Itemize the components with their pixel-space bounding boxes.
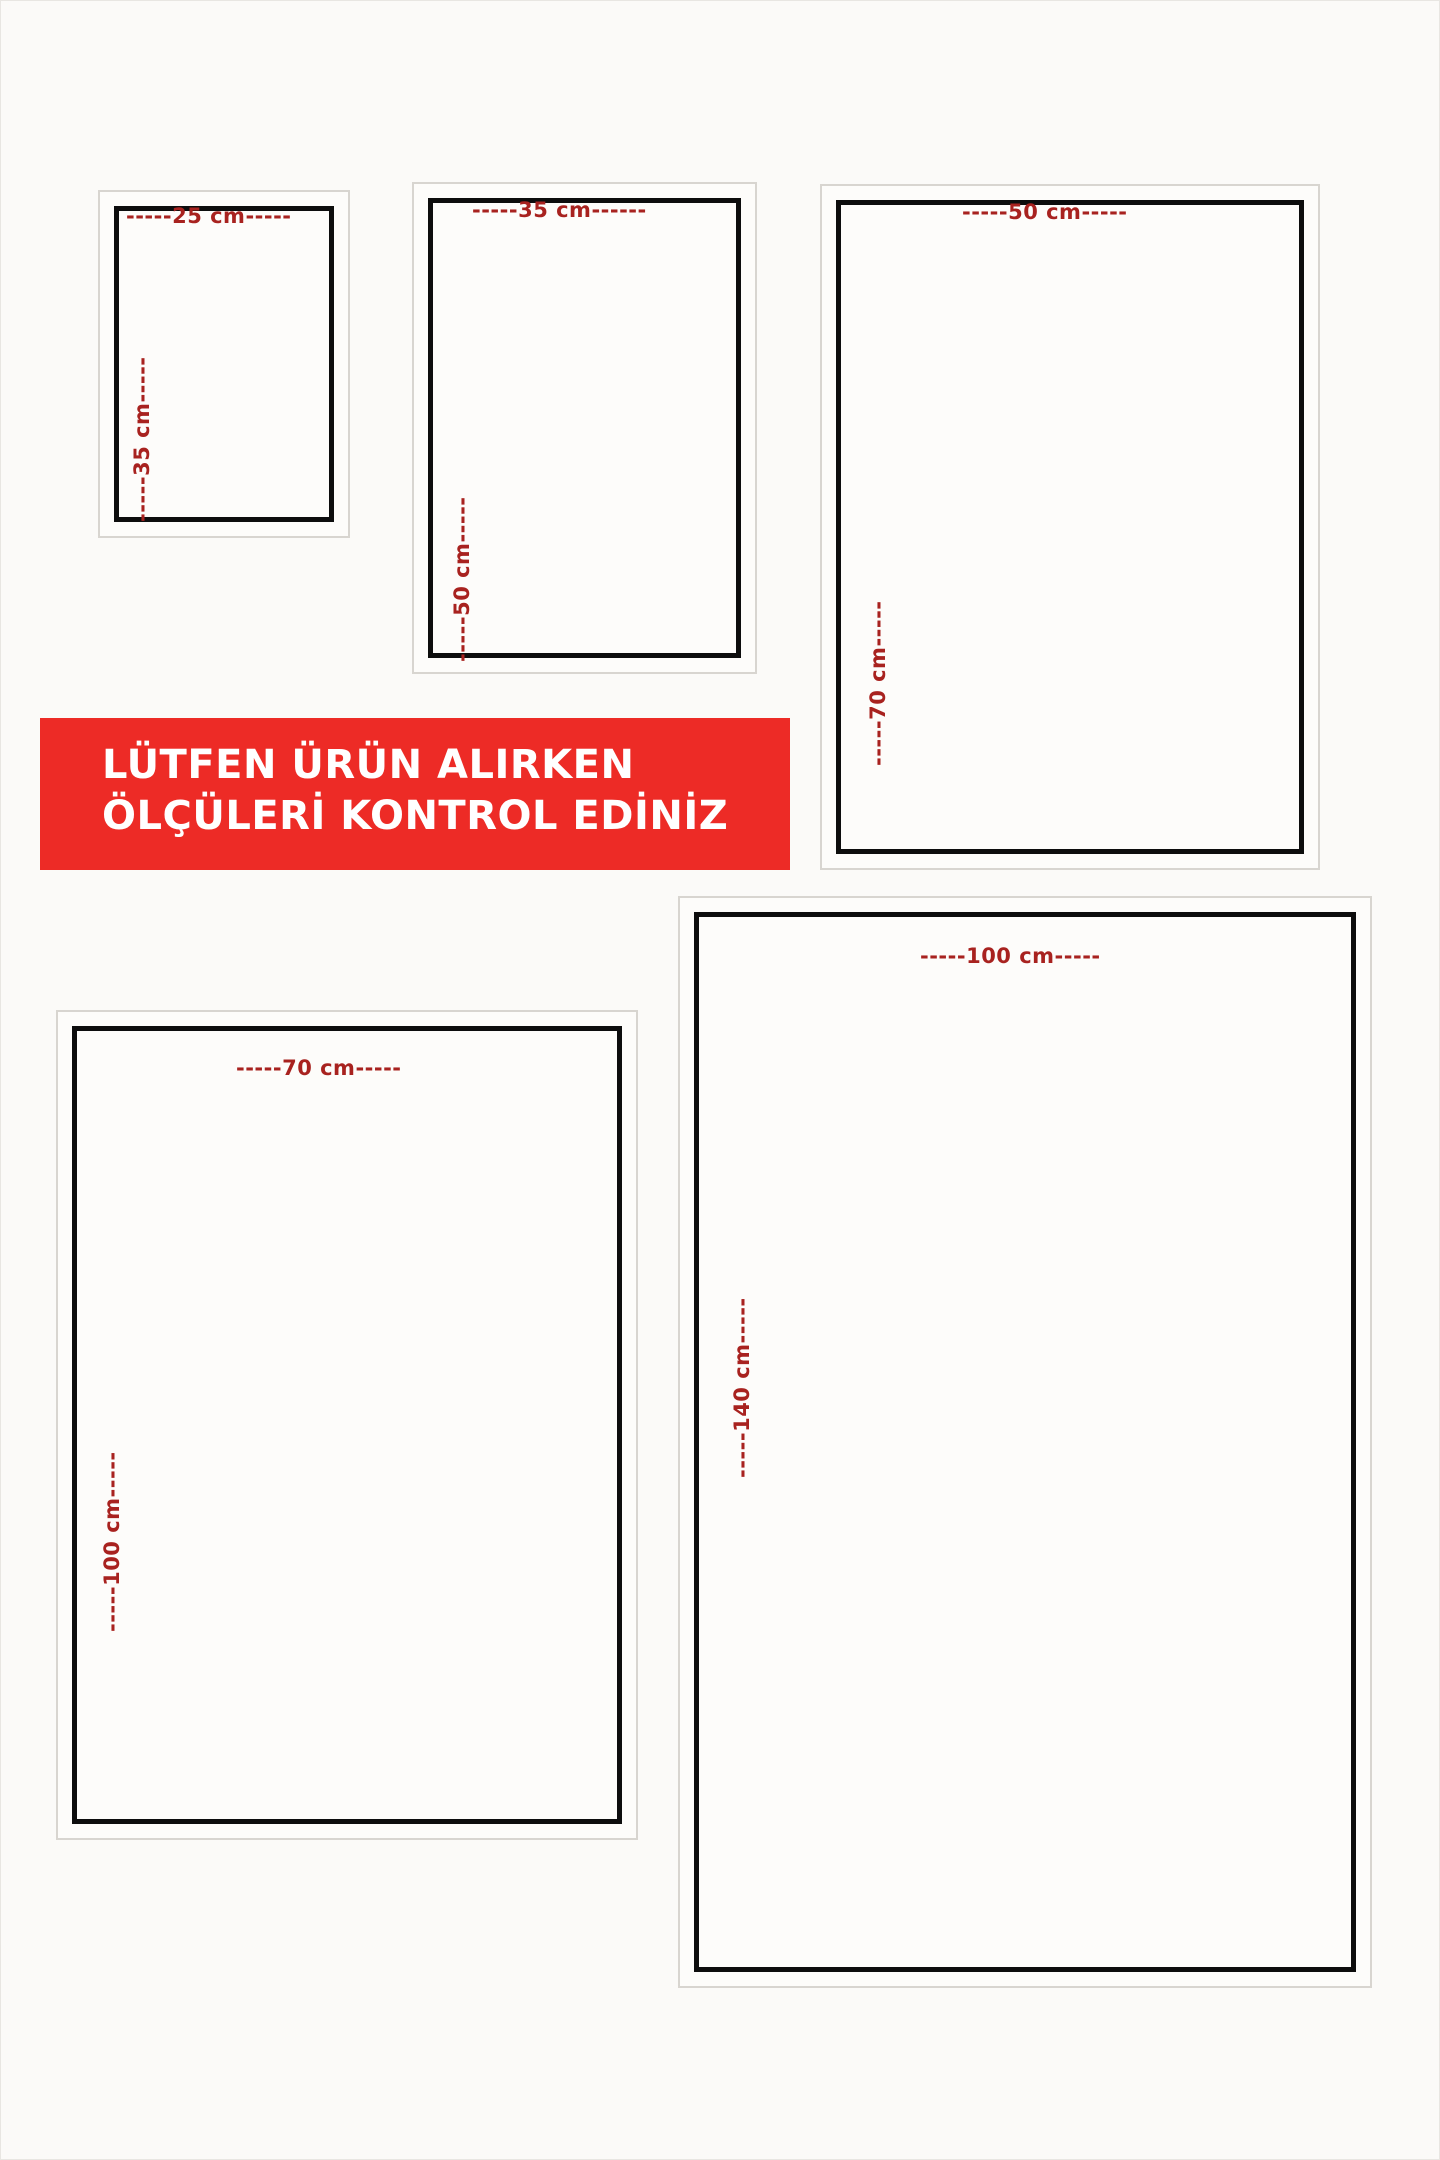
frame-25x35-height-label: -----35 cm-----	[130, 356, 154, 522]
frame-25x35	[98, 190, 350, 538]
frame-100x140-width-label: -----100 cm-----	[920, 944, 1101, 968]
frame-35x50-inner	[428, 198, 741, 658]
warning-line-2: ÖLÇÜLERİ KONTROL EDİNİZ	[102, 792, 729, 839]
frame-50x70-inner	[836, 200, 1304, 854]
frame-70x100-inner	[72, 1026, 622, 1824]
frame-35x50-width-label: -----35 cm------	[472, 198, 647, 222]
frame-50x70-height-label: -----70 cm-----	[866, 600, 890, 766]
frame-50x70-width-label: -----50 cm-----	[962, 200, 1128, 224]
frame-35x50-height-label: -----50 cm-----	[450, 496, 474, 662]
frame-100x140	[678, 896, 1372, 1988]
warning-line-1: LÜTFEN ÜRÜN ALIRKEN	[102, 742, 635, 788]
frame-100x140-inner	[694, 912, 1356, 1972]
frame-70x100-height-label-dup: -----100 cm-----	[100, 1451, 124, 1632]
warning-banner	[40, 718, 790, 870]
frame-100x140-height-label: -----140 cm-----	[730, 1297, 754, 1478]
frame-50x70	[820, 184, 1320, 870]
frame-70x100-width-label: -----70 cm-----	[236, 1056, 402, 1080]
frame-70x100	[56, 1010, 638, 1840]
frame-25x35-width-label: -----25 cm-----	[126, 204, 292, 228]
frame-35x50	[412, 182, 757, 674]
